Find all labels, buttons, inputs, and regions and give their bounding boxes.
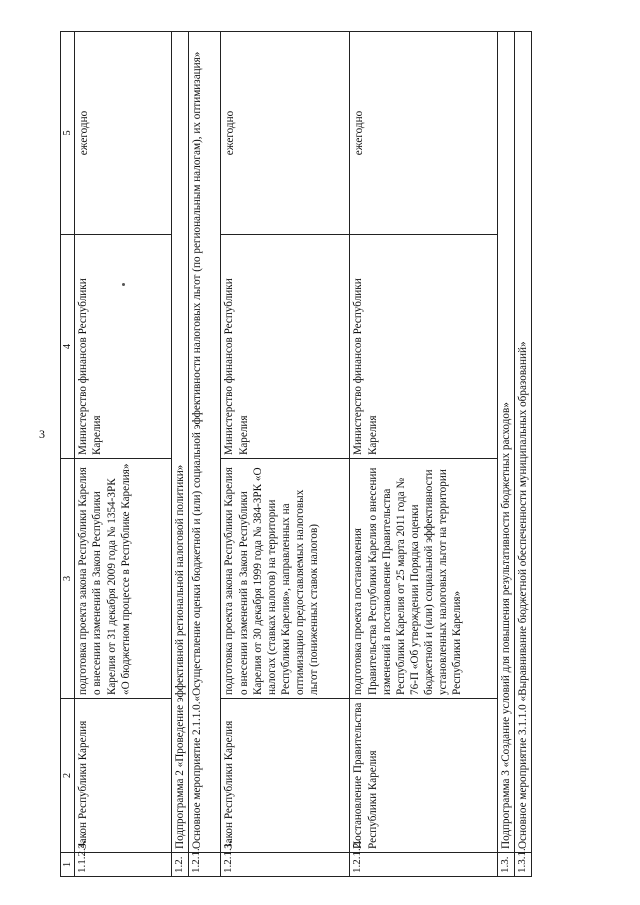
act-type: Закон Республики Карелия	[75, 699, 172, 853]
executor: Министерство финансов Республики Карелия	[350, 235, 497, 459]
header-cell: 5	[61, 32, 75, 235]
subprogram-row	[172, 32, 189, 877]
row-number: 1.3.1.	[514, 853, 531, 877]
measure-row	[189, 32, 221, 877]
row-number: 1.3.	[497, 853, 514, 877]
row-number: 1.2.	[172, 853, 189, 877]
measure-content: подготовка проекта закона Республики Карелия о внесении изменений в Закон Республики Карелия от 31 декабря 2009 года № 1354-ЗРК «О бюджетном процессе в Республике Карелия»	[75, 459, 172, 699]
header-cell: 1	[61, 853, 75, 877]
row-number: 1.1.2.4.	[75, 853, 172, 877]
rotated-page	[60, 31, 532, 877]
term: ежегодно	[350, 32, 497, 235]
header-cell: 2	[61, 699, 75, 853]
header-cell: 3	[61, 459, 75, 699]
page-number: 3	[39, 427, 45, 441]
measure-title: Основное мероприятие 3.1.1.0 «Выравнивание бюджетной обеспеченности муниципальных образований»	[514, 32, 531, 853]
measures-table	[60, 31, 532, 877]
row-number: 1.2.1.	[189, 853, 221, 877]
table-row	[350, 32, 497, 877]
header-cell: 4	[61, 235, 75, 459]
act-type: Постановление Правительства Республики Карелия	[350, 699, 497, 853]
subprogram-title: Подпрограмма 2 «Проведение эффективной региональной налоговой политики»	[172, 32, 189, 853]
subprogram-row	[497, 32, 514, 877]
row-number: 1.2.1.1.	[221, 853, 350, 877]
term: ежегодно	[75, 32, 172, 235]
executor: Министерство финансов Республики Карелия	[75, 235, 172, 459]
term: ежегодно	[221, 32, 350, 235]
measure-content: подготовка проекта постановления Правительства Республики Карелия о внесении изменений в постановление Правительства Республики Карелия от 25 марта 2011 года № 76-П «Об утверждении Порядка оценки бюджетной и (или) социальной эффективности установленных налоговых льгот на территории Республики Карелия»	[350, 459, 497, 699]
subprogram-title: Подпрограмма 3 «Создание условий для повышения результативности бюджетных расходов»	[497, 32, 514, 853]
executor: Министерство финансов Республики Карелия	[221, 235, 350, 459]
table-row	[221, 32, 350, 877]
measure-content: подготовка проекта закона Республики Карелия о внесении изменений в Закон Республики Карелия от 30 декабря 1999 года № 384-ЗРК «О налогах (ставках налогов) на территории Республики Карелия», направленных на оптимизацию предоставляемых налоговых льгот (пониженных ставок налогов)	[221, 459, 350, 699]
row-number: 1.2.1.2.	[350, 853, 497, 877]
table-header-row	[61, 32, 75, 877]
measure-title: Основное мероприятие 2.1.1.0.«Осуществление оценки бюджетной и (или) социальной эффективности налоговых льгот (по региональным налогам), их оптимизация»	[189, 32, 221, 853]
table-row	[75, 32, 172, 877]
act-type: Закон Республики Карелия	[221, 699, 350, 853]
measure-row	[514, 32, 531, 877]
